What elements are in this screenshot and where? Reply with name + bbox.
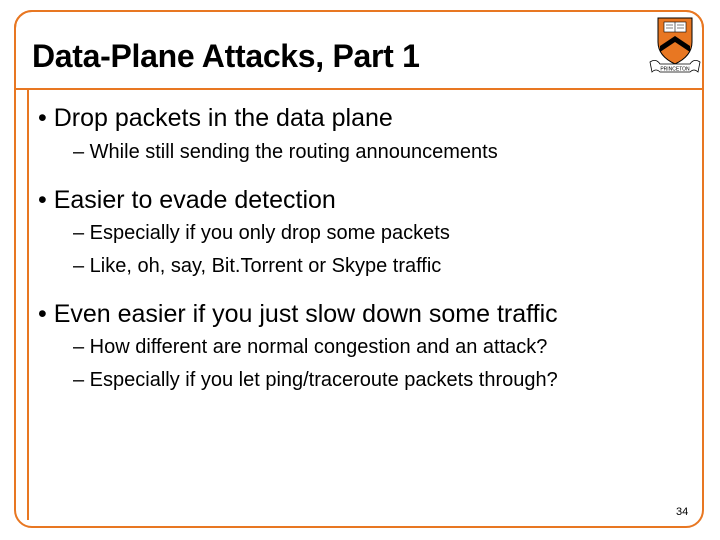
- bullet-2: • Easier to evade detection: [38, 186, 336, 214]
- bullet-3-sub-1: – How different are normal congestion and an attack?: [73, 336, 548, 358]
- logo-text: PRINCETON: [660, 66, 690, 73]
- bullet-1: • Drop packets in the data plane: [38, 104, 393, 132]
- bullet-2-sub-1: – Especially if you only drop some packets: [73, 222, 450, 244]
- bullet-1-sub-1: – While still sending the routing announcements: [73, 141, 498, 163]
- slide-title: Data-Plane Attacks, Part 1: [32, 38, 420, 74]
- left-rule: [27, 90, 29, 520]
- bullet-3-sub-2: – Especially if you let ping/traceroute packets through?: [73, 369, 558, 391]
- page-number: 34: [676, 506, 689, 518]
- bullet-3: • Even easier if you just slow down some traffic: [38, 300, 558, 328]
- bullet-2-sub-2: – Like, oh, say, Bit.Torrent or Skype traffic: [73, 255, 442, 277]
- princeton-shield-logo: [646, 12, 704, 88]
